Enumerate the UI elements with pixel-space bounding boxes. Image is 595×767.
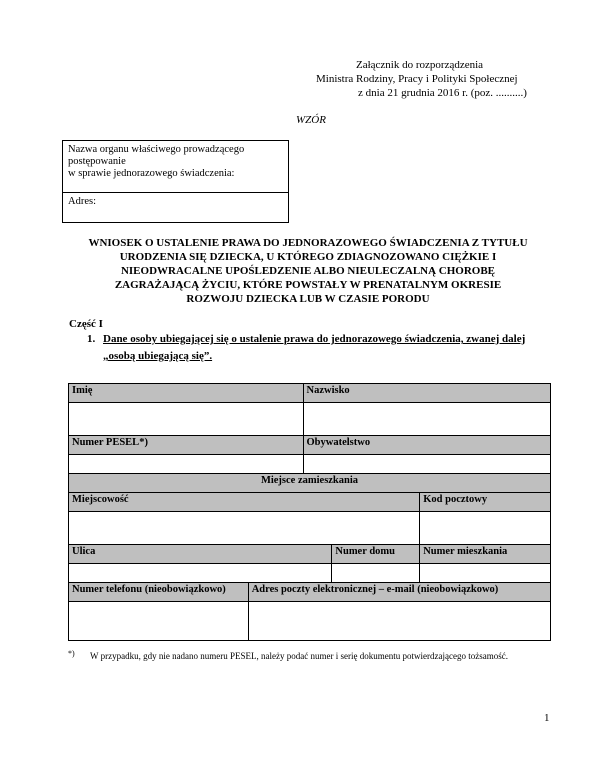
document-title [66, 236, 550, 306]
input-email[interactable] [248, 602, 550, 641]
title-line-2: URODZENIA SIĘ DZIECKA, U KTÓREGO ZDIAGNOZOWANO CIĘŻKIE I [119, 251, 497, 263]
header-annex [300, 58, 560, 100]
applicant-data-table [68, 383, 551, 641]
header-line-3: z dnia 21 grudnia 2016 r. (poz. ..........) [358, 87, 527, 99]
footnote-text: W przypadku, gdy nie nadano numeru PESEL, należy podać numer i serię dokumentu potwierdzającego tożsamość. [90, 651, 508, 661]
address-label: Adres: [68, 196, 96, 207]
footnote-mark: *) [68, 649, 75, 658]
title-line-3: NIEODWRACALNE UPOŚLEDZENIE ALBO NIEULECZALNĄ CHOROBĘ [120, 265, 496, 277]
wzor-label: WZÓR [296, 114, 326, 126]
section-text: Dane osoby ubiegającej się o ustalenie prawa do jednorazowego świadczenia, zwanej dalej „osobą ubiegającą się”. [103, 333, 526, 362]
label-nr-mieszkania: Numer mieszkania [420, 545, 551, 564]
input-kod-pocztowy[interactable] [420, 512, 551, 545]
label-miejscowosc: Miejscowość [69, 493, 420, 512]
label-imie: Imię [69, 384, 304, 403]
organ-name-field[interactable] [63, 141, 288, 193]
section-1-heading [87, 331, 557, 365]
organ-label-1: Nazwa organu właściwego prowadzącego [68, 144, 245, 155]
title-line-4: ZAGRAŻAJĄCĄ ŻYCIU, KTÓRE POWSTAŁY W PRENATALNYM OKRESIE [114, 279, 502, 291]
header-line-1: Załącznik do rozporządzenia [356, 59, 484, 71]
label-pesel: Numer PESEL*) [69, 436, 304, 455]
input-pesel[interactable] [69, 455, 304, 474]
label-miejsce-zamieszkania: Miejsce zamieszkania [69, 474, 551, 493]
input-nr-mieszkania[interactable] [420, 564, 551, 583]
input-obywatelstwo[interactable] [303, 455, 551, 474]
label-ulica: Ulica [69, 545, 332, 564]
input-miejscowosc[interactable] [69, 512, 420, 545]
label-kod-pocztowy: Kod pocztowy [420, 493, 551, 512]
label-nr-domu: Numer domu [332, 545, 420, 564]
label-telefon: Numer telefonu (nieobowiązkowo) [69, 583, 249, 602]
title-line-1: WNIOSEK O USTALENIE PRAWA DO JEDNORAZOWEGO ŚWIADCZENIA Z TYTUŁU [88, 237, 528, 249]
label-email: Adres poczty elektronicznej – e-mail (nieobowiązkowo) [248, 583, 550, 602]
input-imie[interactable] [69, 403, 304, 436]
part-heading: Część I [69, 318, 103, 330]
organ-address-field[interactable] [63, 193, 288, 210]
input-nazwisko[interactable] [303, 403, 551, 436]
section-number: 1. [87, 333, 96, 345]
header-line-2: Ministra Rodziny, Pracy i Polityki Społecznej [316, 73, 518, 85]
page-number: 1 [544, 712, 550, 724]
organ-label-3: w sprawie jednorazowego świadczenia: [68, 168, 235, 179]
label-obywatelstwo: Obywatelstwo [303, 436, 551, 455]
input-ulica[interactable] [69, 564, 332, 583]
footnote [68, 651, 558, 661]
label-nazwisko: Nazwisko [303, 384, 551, 403]
input-telefon[interactable] [69, 602, 249, 641]
organ-label-2: postępowanie [68, 156, 126, 167]
organ-box [62, 140, 289, 223]
input-nr-domu[interactable] [332, 564, 420, 583]
title-line-5: ROZWOJU DZIECKA LUB W CZASIE PORODU [186, 293, 430, 305]
